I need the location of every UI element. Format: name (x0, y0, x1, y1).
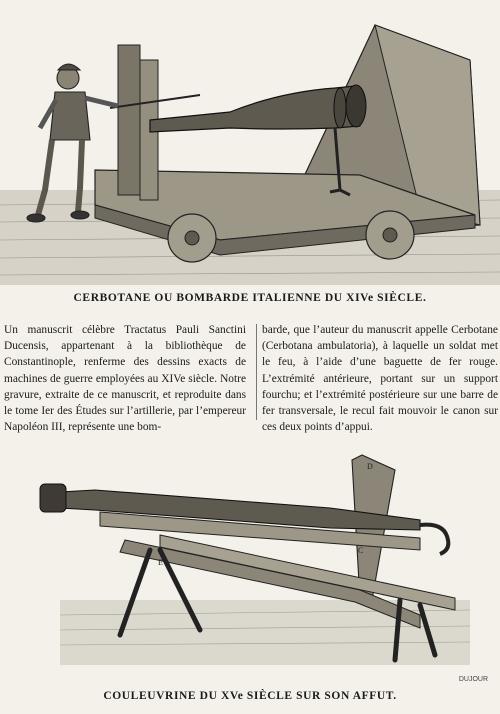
bombard-engraving (0, 0, 500, 290)
figure-letter-e: E (158, 558, 163, 567)
right-column-paragraph: barde, que l’auteur du manuscrit appelle Cerbotane (Cerbotana ambulatoria), à laquelle un soldat met le feu, à l’aide d’une baguette de fer rouge. L’extrémité antérieure, portant sur un support fourchu; et l’extrémité postérieure sur une barre de fer transversale, le recul fait mouvoir le canon sur ces deux points d’appui. (262, 324, 498, 434)
top-figure-caption: CERBOTANE OU BOMBARDE ITALIENNE DU XIVe SIÈCLE. (73, 292, 427, 304)
engraver-signature: DUJOUR (458, 676, 488, 683)
left-column-paragraph: Un manuscrit célèbre Tractatus Pauli Sanctini Ducensis, appartenant à la bibliothèque de Constantinople, renferme des dessins exacts de machines de guerre employées au XIVe siècle. Notre gravure, extraite de ce manuscrit, et reproduite dans le tome Ier des Études sur l’artillerie, par l’empereur Napoléon III, représente une bom- (4, 324, 246, 434)
culverin-engraving (0, 450, 500, 680)
column-divider (256, 324, 257, 420)
figure-letter-c: C (358, 546, 364, 555)
bottom-figure-caption: COULEUVRINE DU XVe SIÈCLE SUR SON AFFUT. (103, 690, 397, 702)
text-column-right (262, 322, 498, 435)
figure-letter-d: D (367, 462, 373, 471)
text-column-left (4, 322, 246, 435)
